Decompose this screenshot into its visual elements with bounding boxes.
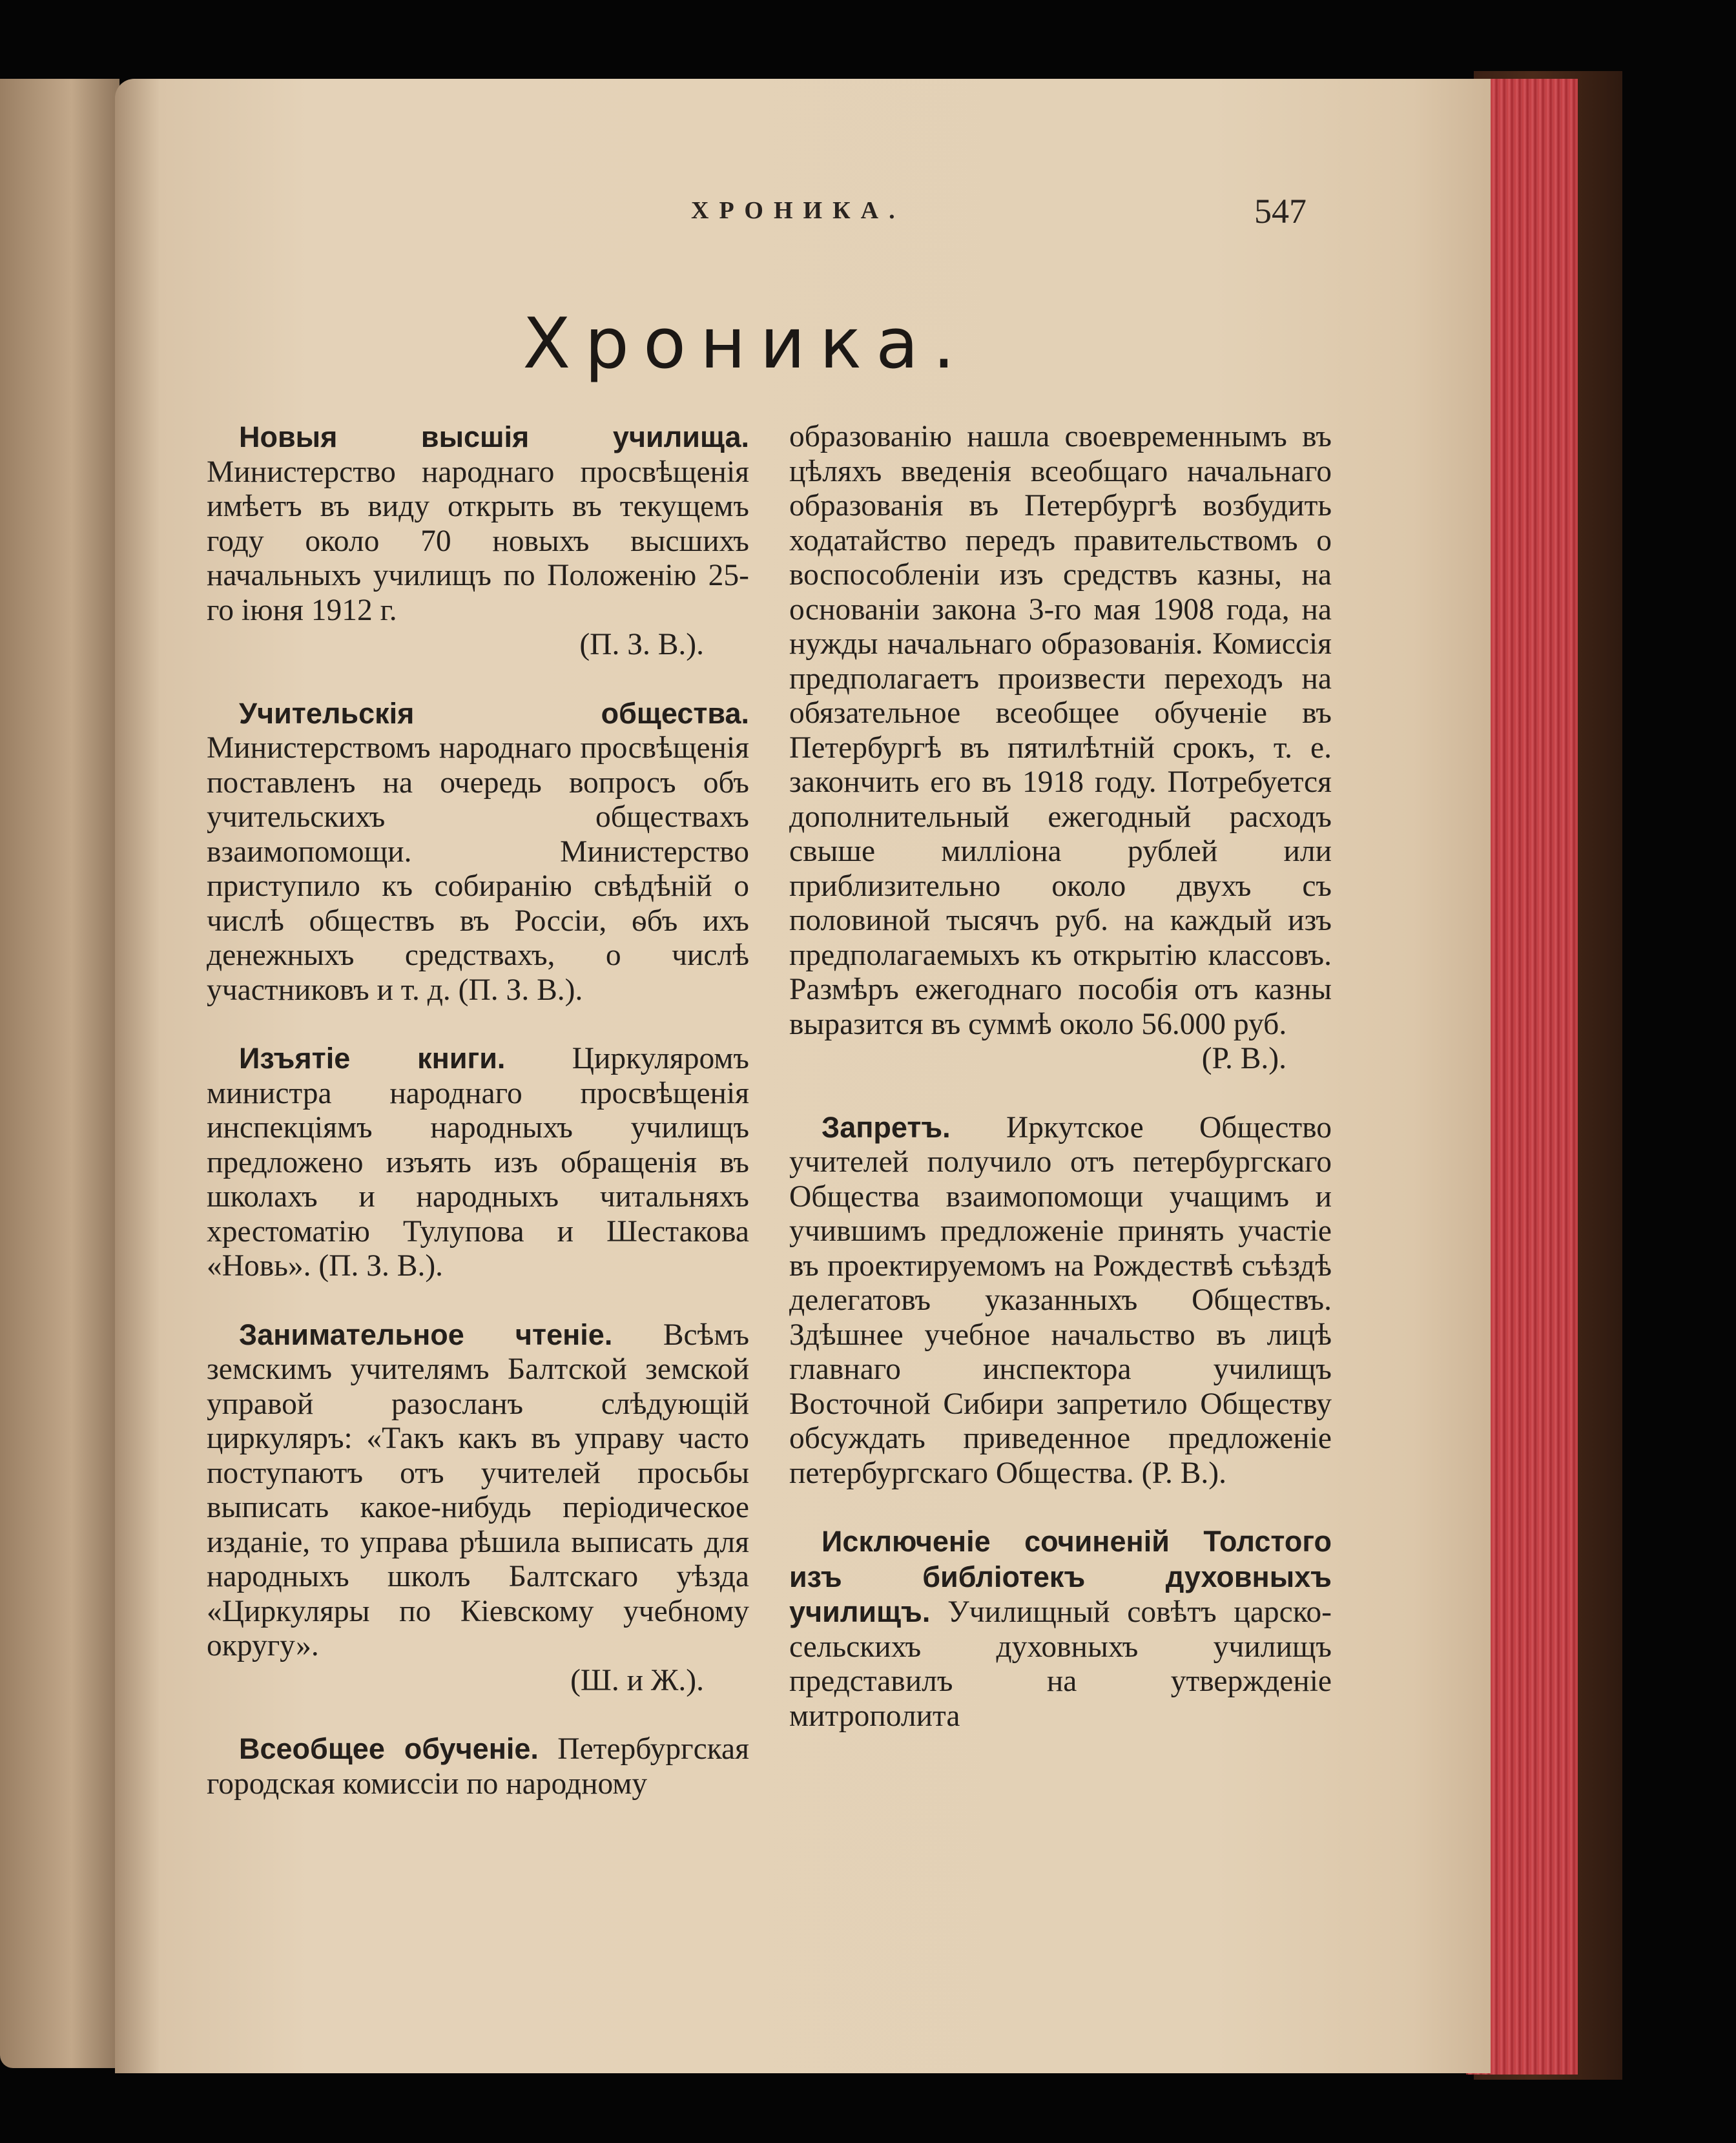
news-item — [207, 696, 749, 1008]
news-text: образованію нашла своевременнымъ въ цѣляхъ введенія всеобщаго начальнаго образованія въ Петербургѣ возбудить ходатайство передъ правительствомъ о воспособленіи изъ средствъ казны, на основаніи закона 3-го мая 1908 года, на нужды начальнаго образованія. Комиссія предполагаетъ произвести переходъ на обязательное всеобщее обученіе въ Петербургѣ въ пятилѣтній срокъ, т. е. закончить его въ 1918 году. Потребуется дополнительный ежегодный расходъ свыше милліона рублей или приблизительно около двухъ съ половиной тысячъ руб. на каждый изъ предполагаемыхъ къ открытію классовъ. Размѣръ ежегоднаго пособія отъ казны выразится въ суммѣ около 56.000 руб. — [789, 420, 1332, 1041]
news-heading: Исключеніе сочиненій Толстого изъ библіотекъ духовныхъ училищъ. — [789, 1525, 1332, 1628]
news-text: Министерствомъ народнаго просвѣщенія поставленъ на очередь вопросъ объ учительскихъ обществахъ взаимопомощи. Министерство приступило къ собиранію свѣдѣній о числѣ обществъ въ Россіи, ѳбъ ихъ денежныхъ средствахъ, о числѣ участниковъ и т. д. (П. З. В.). — [207, 731, 749, 1007]
running-head: ХРОНИКА. — [691, 197, 905, 224]
news-text: Циркуляромъ министра народнаго просвѣщенія инспекціямъ народныхъ училищъ предложено изъять изъ обращенія въ школахъ и народныхъ читальняхъ хрестоматію Тулупова и Шестакова «Новь». (П. З. В.). — [207, 1042, 749, 1283]
news-source: (Р. В.). — [1201, 1042, 1286, 1075]
news-item — [789, 1524, 1332, 1734]
left-column — [207, 420, 749, 1835]
news-item — [207, 1732, 749, 1801]
news-text: Министерство народнаго просвѣщенія имѣетъ въ виду открыть въ текущемъ году около 70 новыхъ высшихъ начальныхъ училищъ по Положенію 25-го іюня 1912 г. — [207, 455, 749, 627]
news-heading: Изъятіе книги. — [239, 1042, 506, 1075]
right-column — [789, 420, 1332, 1767]
news-item — [789, 1110, 1332, 1491]
news-item — [207, 1041, 749, 1284]
news-text: Петербургская городская комиссіи по народному — [207, 1732, 749, 1801]
news-item — [207, 1318, 749, 1699]
news-heading: Занимательное чтеніе. — [239, 1318, 613, 1351]
news-text: Училищный совѣтъ царско-сельскихъ духовныхъ училищъ представилъ на утвержденіе митрополита — [789, 1595, 1332, 1733]
news-text: Всѣмъ земскимъ учителямъ Балтской земской управой разосланъ слѣдующій циркуляръ: «Такъ какъ въ управу часто поступаютъ отъ учителей просьбы выписать какое-нибудь періодическое изданіе, то управа рѣшила выписать для народныхъ школъ Балтскаго уѣзда «Циркуляры по Кіевскому учебному округу». — [207, 1318, 750, 1662]
news-heading: Учительскія общества. — [239, 696, 749, 730]
news-text: Иркутское Общество учителей получило отъ петербургскаго Общества взаимопомощи учащимъ и учившимъ предложеніе принять участіе въ проектируемомъ на Рождествѣ съѣздѣ делегатовъ указанныхъ Обществъ. Здѣшнее учебное начальство въ лицѣ главнаго инспектора училищъ Восточной Сибири запретило Обществу обсуждать приведенное предложеніе петербургскаго Общества. (Р. В.). — [789, 1110, 1332, 1490]
page-number: 547 — [1254, 192, 1307, 231]
news-item-continued — [789, 420, 1332, 1077]
news-heading: Запретъ. — [822, 1110, 951, 1144]
news-source: (П. З. В.). — [579, 628, 704, 661]
news-source: (Ш. и Ж.). — [570, 1663, 704, 1697]
news-heading: Новыя высшія училища. — [239, 420, 749, 453]
news-item — [207, 420, 749, 663]
page-title: Хроника. — [522, 304, 969, 384]
news-heading: Всеобщее обученіе. — [239, 1732, 539, 1765]
